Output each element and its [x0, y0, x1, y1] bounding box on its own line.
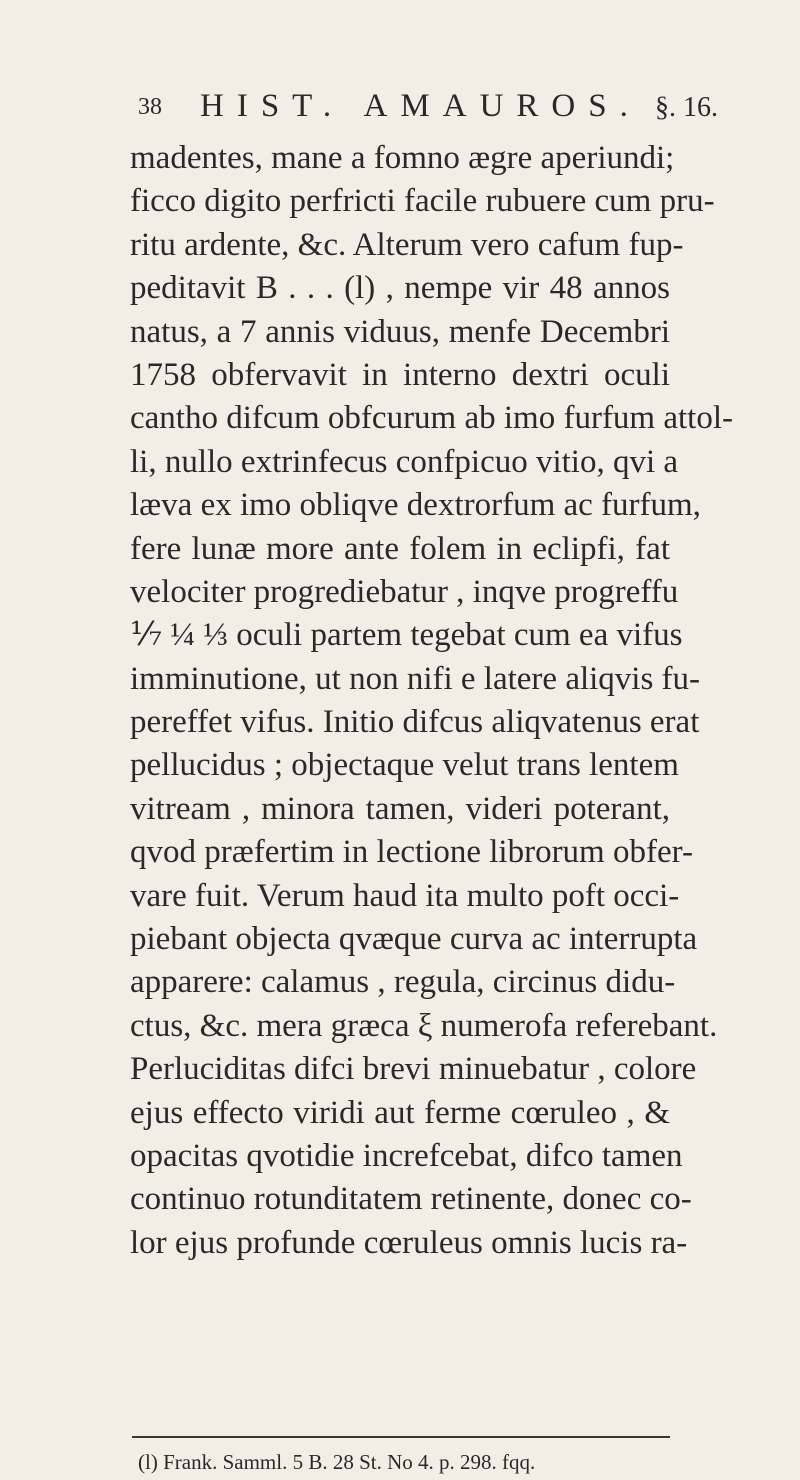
text-line: qvod præfertim in lectione librorum obfer-: [130, 834, 693, 871]
page-header: [0, 88, 800, 128]
text-line: natus, a 7 annis viduus, menfe Decembri: [130, 313, 670, 350]
text-line: vare fuit. Verum haud ita multo poft occi-: [130, 877, 680, 914]
body-text: [130, 137, 733, 1265]
text-line: pellucidus ; objectaque velut trans lentem: [130, 747, 679, 784]
text-line: ritu ardente, &c. Alterum vero cafum fup-: [130, 226, 684, 263]
text-line: pereffet vifus. Initio difcus aliqvatenus erat: [130, 704, 700, 741]
text-line: cantho difcum obfcurum ab imo furfum attol-: [130, 400, 733, 437]
text-line: ficco digito perfricti facile rubuere cum pru-: [130, 183, 715, 220]
text-line: ctus, &c. mera græca ξ numerofa referebant.: [130, 1007, 718, 1044]
text-line: lor ejus profunde cœruleus omnis lucis ra-: [130, 1224, 688, 1261]
section-marker: §. 16.: [655, 92, 718, 123]
page-number: 38: [138, 94, 162, 120]
text-line: læva ex imo obliqve dextrorfum ac furfum,: [130, 487, 701, 524]
text-line: apparere: calamus , regula, circinus didu-: [130, 964, 676, 1001]
text-line: 1758 obfervavit in interno dextri oculi: [130, 356, 670, 393]
text-line: piebant objecta qvæque curva ac interrupta: [130, 921, 698, 958]
running-title: HIST. AMAUROS.: [200, 88, 641, 124]
text-line: li, nullo extrinfecus confpicuo vitio, qvi a: [130, 443, 679, 480]
text-line: vitream , minora tamen, videri poterant,: [130, 790, 670, 827]
text-line: opacitas qvotidie increfcebat, difco tamen: [130, 1137, 683, 1174]
text-line: peditavit B . . . (l) , nempe vir 48 annos: [130, 270, 670, 307]
footnote: (l) Frank. Samml. 5 B. 28 St. No 4. p. 298. fqq.: [138, 1450, 536, 1474]
text-line: fere lunæ more ante folem in eclipfi, fat: [130, 530, 670, 567]
text-line: Perluciditas difci brevi minuebatur , colore: [130, 1051, 697, 1088]
text-line: velociter progrediebatur , inqve progreffu: [130, 573, 679, 610]
footnote-divider: [132, 1436, 670, 1438]
text-line: ⅐ ¼ ⅓ oculi partem tegebat cum ea vifus: [130, 617, 683, 654]
text-line: continuo rotunditatem retinente, donec co-: [130, 1181, 692, 1218]
text-line: imminutione, ut non nifi e latere aliqvis fu-: [130, 660, 701, 697]
text-line: madentes, mane a fomno ægre aperiundi;: [130, 140, 675, 176]
text-line: ejus effecto viridi aut ferme cœruleo , &: [130, 1094, 670, 1131]
